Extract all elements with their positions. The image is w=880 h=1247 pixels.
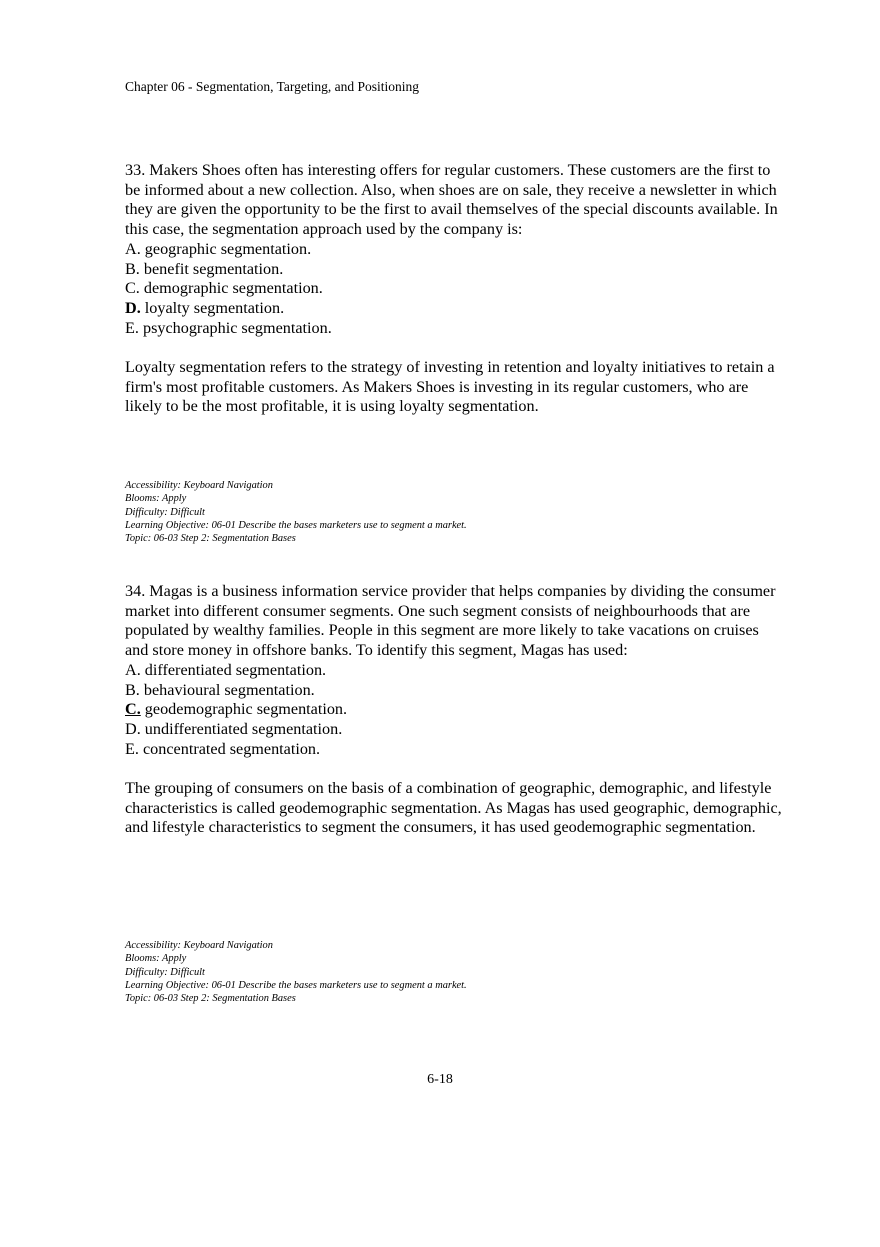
meta-difficulty: Difficulty: Difficult (125, 506, 205, 518)
question-33 (125, 161, 785, 417)
meta-topic: Topic: 06-03 Step 2: Segmentation Bases (125, 993, 296, 1005)
meta-accessibility: Accessibility: Keyboard Navigation (125, 480, 273, 491)
answer-explanation: The grouping of consumers on the basis of a combination of geographic, demographic, and lifestyle characteristics is called geodemographic segmentation. As Magas has used geographic, demographic, and lifestyle characteristics to segment the consumers, it has used geodemographic segmentation. (125, 779, 782, 837)
option-e (125, 319, 785, 339)
question-stem: 33. Makers Shoes often has interesting offers for regular customers. These customers are the first to be informed about a new collection. Also, when shoes are on sale, they receive a newsletter in which they are given the opportunity to be the first to avail themselves of the special discounts available. In this case, the segmentation approach used by the company is: (125, 161, 778, 239)
option-text: geographic segmentation. (140, 239, 312, 258)
answer-options (125, 661, 785, 760)
page-number: 6-18 (427, 1072, 453, 1087)
option-text: behavioural segmentation. (139, 680, 315, 699)
option-b (125, 681, 785, 701)
option-text: loyalty segmentation. (140, 298, 285, 317)
answer-options (125, 240, 785, 339)
option-d (125, 720, 785, 740)
option-text: undifferentiated segmentation. (140, 719, 343, 738)
option-c-correct (125, 700, 785, 720)
correct-option-letter: C. (125, 700, 141, 719)
option-c (125, 279, 785, 299)
option-text: geodemographic segmentation. (140, 700, 348, 719)
option-text: demographic segmentation. (139, 279, 323, 298)
meta-learning-objective: Learning Objective: 06-01 Describe the bases marketers use to segment a market. (125, 979, 467, 991)
option-a (125, 240, 785, 260)
meta-learning-objective: Learning Objective: 06-01 Describe the bases marketers use to segment a market. (125, 519, 467, 531)
option-letter: E. (125, 318, 139, 337)
correct-option-letter: D. (125, 298, 141, 317)
option-d-correct (125, 299, 785, 319)
question-33-metadata (125, 479, 467, 545)
answer-explanation: Loyalty segmentation refers to the strategy of investing in retention and loyalty initiatives to retain a firm's most profitable customers. As Makers Shoes is investing in its regular customers, who are likely to be the most profitable, it is using loyalty segmentation. (125, 358, 775, 416)
option-text: benefit segmentation. (139, 259, 284, 278)
option-letter: A. (125, 660, 141, 679)
option-letter: B. (125, 259, 140, 278)
option-letter: B. (125, 680, 140, 699)
question-stem: 34. Magas is a business information service provider that helps companies by dividing the consumer market into different consumer segments. One such segment consists of neighbourhoods that are populated by wealthy families. People in this segment are more likely to take vacations on cruises and store money in offshore banks. To identify this segment, Magas has used: (125, 582, 776, 660)
option-letter: A. (125, 239, 141, 258)
meta-topic: Topic: 06-03 Step 2: Segmentation Bases (125, 533, 296, 545)
option-letter: E. (125, 739, 139, 758)
meta-accessibility: Accessibility: Keyboard Navigation (125, 940, 273, 951)
meta-blooms: Blooms: Apply (125, 953, 187, 965)
option-letter: C. (125, 279, 140, 298)
question-34-metadata (125, 939, 467, 1005)
option-text: concentrated segmentation. (138, 739, 321, 758)
option-e (125, 740, 785, 760)
meta-blooms: Blooms: Apply (125, 493, 187, 505)
option-letter: D. (125, 719, 141, 738)
question-34 (125, 582, 785, 838)
option-a (125, 661, 785, 681)
chapter-header: Chapter 06 - Segmentation, Targeting, and Positioning (125, 79, 420, 94)
option-text: differentiated segmentation. (140, 660, 327, 679)
meta-difficulty: Difficulty: Difficult (125, 966, 205, 978)
option-text: psychographic segmentation. (138, 318, 332, 337)
option-b (125, 260, 785, 280)
